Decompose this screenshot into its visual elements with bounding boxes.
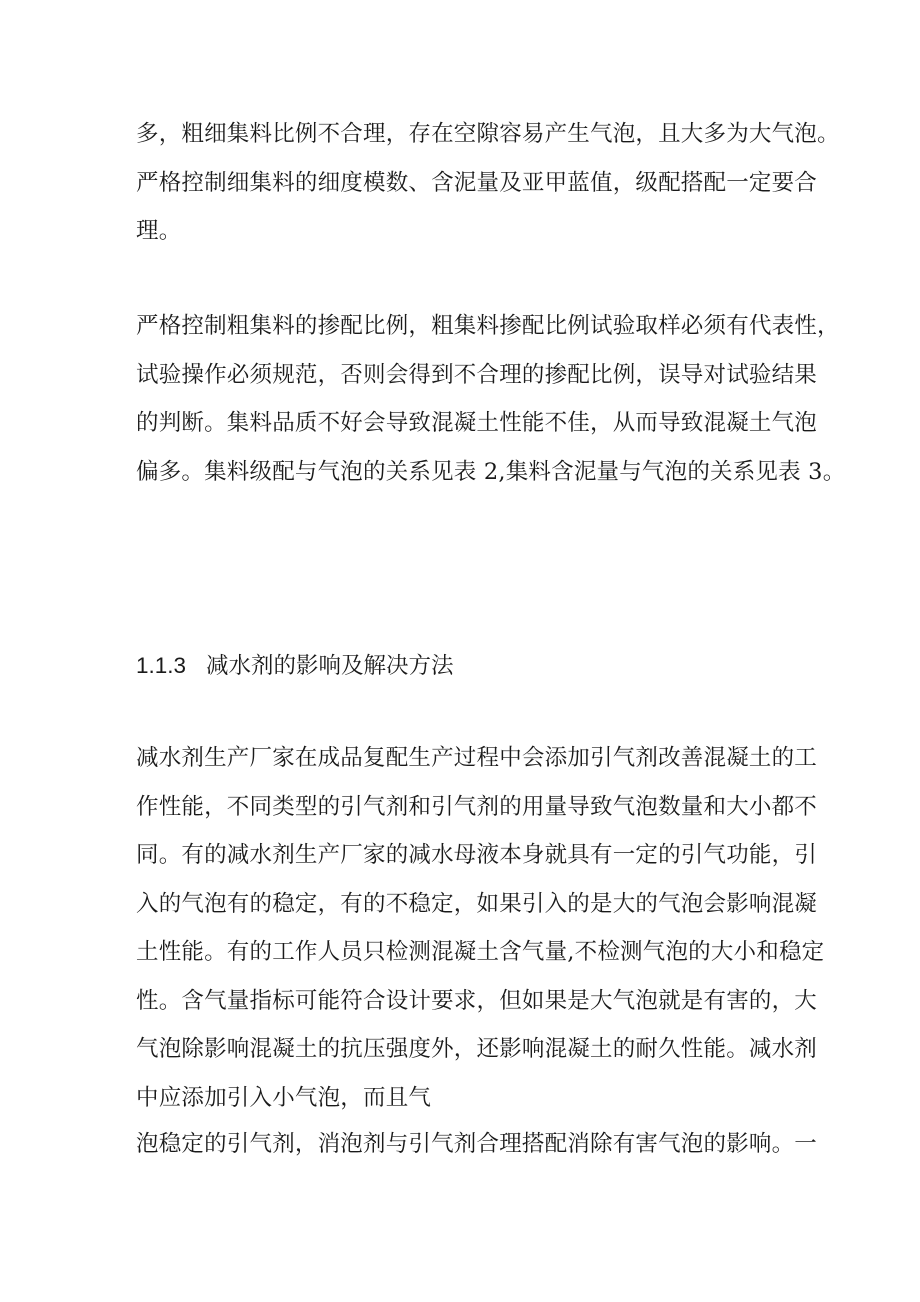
text-line: 中应添加引入小气泡，而且气	[136, 1084, 432, 1111]
paragraph-water-reducer	[136, 734, 825, 1122]
paragraph-coarse-aggregate	[136, 302, 846, 496]
text-line: 严格控制细集料的细度模数、含泥量及亚甲蓝值，级配搭配一定要合	[136, 169, 818, 196]
text-line: 入的气泡有的稳定，有的不稳定，如果引入的是大的气泡会影响混凝	[136, 890, 818, 917]
text-line: 理。	[136, 218, 182, 244]
text-line: 作性能，不同类型的引气剂和引气剂的用量导致气泡数量和大小都不	[136, 793, 818, 820]
text-line: 严格控制粗集料的掺配比例，粗集料掺配比例试验取样必须有代表性，	[136, 313, 840, 339]
text-line: 气泡除影响混凝土的抗压强度外，还影响混凝土的耐久性能。减水剂	[136, 1036, 818, 1062]
section-number: 1.1.3	[136, 653, 187, 678]
text-line: 泡稳定的引气剂，消泡剂与引气剂合理搭配消除有害气泡的影响。一	[136, 1131, 818, 1157]
text-line: 土性能。有的工作人员只检测混凝土含气量,不检测气泡的大小和稳定	[136, 939, 825, 965]
text-line: 试验操作必须规范，否则会得到不合理的掺配比例，误导对试验结果	[136, 361, 818, 388]
paragraph-continuation	[136, 1120, 818, 1169]
text-line: 减水剂生产厂家在成品复配生产过程中会添加引气剂改善混凝土的工	[136, 745, 818, 771]
section-title: 减水剂的影响及解决方法	[206, 653, 454, 679]
text-line: 多，粗细集料比例不合理，存在空隙容易产生气泡，且大多为大气泡。	[136, 121, 840, 147]
paragraph-fine-aggregate	[136, 110, 840, 256]
text-line: 同。有的减水剂生产厂家的减水母液本身就具有一定的引气功能，引	[136, 842, 818, 868]
text-line: 偏多。集料级配与气泡的关系见表 2,集料含泥量与气泡的关系见表 3。	[136, 458, 846, 485]
text-line: 性。含气量指标可能符合设计要求，但如果是大气泡就是有害的，大	[136, 987, 818, 1014]
text-line: 的判断。集料品质不好会导致混凝土性能不佳，从而导致混凝土气泡	[136, 410, 818, 436]
section-heading	[136, 644, 454, 688]
